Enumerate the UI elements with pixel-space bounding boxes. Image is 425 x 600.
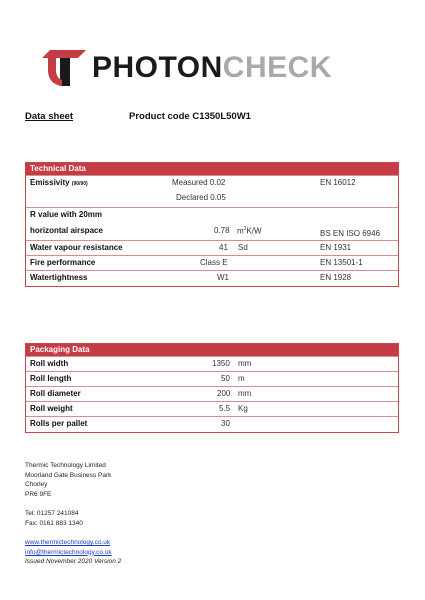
packaging-value: 5.5 [219,404,231,413]
packaging-label: Roll length [30,374,72,383]
fire-standard: EN 13501-1 [320,258,363,267]
packaging-value: 30 [221,419,230,428]
r-value-value: 0.78 [214,226,230,235]
email-link[interactable]: info@thermictechnology.co.uk [25,548,112,556]
technical-data-heading: Technical Data [26,163,398,175]
page-title: Data sheet [25,111,74,122]
emissivity-measured: Measured 0.02 [172,178,226,187]
packaging-unit: mm [238,359,252,368]
logo-word-check: CHECK [222,51,332,84]
photoncheck-logo [40,48,385,88]
packaging-label: Roll weight [30,404,73,413]
watertightness-value: W1 [217,273,229,282]
website-link[interactable]: www.thermictechnology.co.uk [25,539,111,546]
watertightness-label: Watertightness [30,273,88,282]
packaging-data-heading: Packaging Data [26,344,398,356]
packaging-data-table [25,343,399,433]
r-value-row [26,207,398,240]
emissivity-row [26,175,398,207]
water-vapour-label: Water vapour resistance [30,243,123,252]
table-row [26,401,398,416]
water-vapour-unit: Sd [238,243,248,252]
table-row [26,386,398,401]
telephone: Tel: 01257 241084 [25,510,79,517]
product-code: Product code C1350L50W1 [129,111,251,122]
water-vapour-row [26,240,398,255]
watertightness-row [26,270,398,286]
address-line-1: Moorland Gate Business Park [25,471,112,479]
packaging-label: Roll width [30,359,69,368]
address-line-2: Chorley [25,481,48,488]
photon-t-logo-icon [40,48,88,88]
packaging-value: 1350 [212,359,230,368]
postcode: PR6 9FE [25,490,52,498]
table-row [26,371,398,386]
fire-row [26,255,398,270]
fax: Fax: 0161 883 1340 [25,519,83,527]
packaging-unit: Kg [238,404,248,413]
packaging-value: 200 [217,389,231,398]
packaging-label: Rolls per pallet [30,419,88,428]
r-value-label-line1: R value with 20mm [30,210,103,219]
table-row [26,356,398,371]
r-value-label-line2: horizontal airspace [30,226,103,235]
logo-word-photon: PHOTON [92,51,223,84]
packaging-value: 50 [221,374,230,383]
packaging-unit: m [238,374,245,383]
emissivity-standard: EN 16012 [320,178,356,187]
fire-value: Class E [200,258,228,267]
r-value-unit: $m^2K/W$ [237,226,262,236]
r-value-standard: BS EN ISO 6946 [320,229,381,238]
emissivity-suffix: (90/90) [71,181,88,187]
emissivity-declared: Declared 0.05 [176,193,226,202]
emissivity-label: Emissivity (90/90) [30,178,88,187]
company-name: Thermic Technology Limited [25,462,106,469]
table-row [26,416,398,432]
issued-note: Issued November 2020 Version 2 [25,558,122,565]
watertightness-standard: EN 1928 [320,273,352,282]
packaging-label: Roll diameter [30,389,81,398]
water-vapour-standard: EN 1931 [320,243,352,252]
technical-data-table [25,162,399,287]
packaging-unit: mm [238,389,252,398]
title-row [25,111,251,122]
fire-label: Fire performance [30,258,96,267]
logo-wordmark [92,51,332,85]
company-footer [25,461,121,567]
water-vapour-value: 41 [219,243,228,252]
